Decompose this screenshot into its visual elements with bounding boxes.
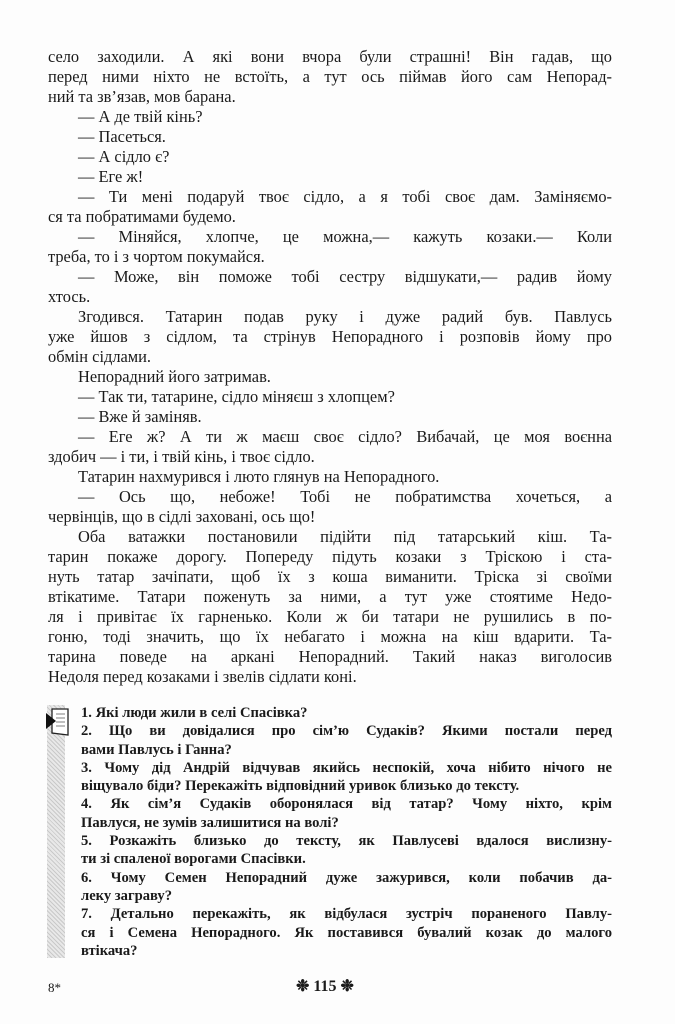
text-line: Татарин нахмурився і люто глянув на Непорадного. <box>78 467 440 486</box>
text-line: — Вже й заміняв. <box>78 407 202 426</box>
question-line: вами Павлусь і Ганна? <box>81 741 232 758</box>
text-line: — Міняйся, хлопче, це можна,— кажуть козаки.— Коли <box>78 227 612 246</box>
text-line: тарин покаже дорогу. Попереду підуть козаки з Тріскою і ста- <box>48 547 612 566</box>
text-line: перед ними ніхто не встоїть, а тут ось піймав його сам Непорад- <box>48 67 612 86</box>
question-line: ти зі спаленої ворогами Спасівки. <box>81 851 306 868</box>
text-line: Недоля перед козаками і звелів сідлати коні. <box>48 667 357 686</box>
text-line: здобич — і ти, і твій кінь, і твоє сідло. <box>48 447 315 466</box>
text-line: хтось. <box>48 287 91 306</box>
text-line: червінців, що в сідлі заховані, ось що! <box>48 507 316 526</box>
text-line: гоню, тоді значить, що їх небагато і можна на кіш вдарити. Та- <box>48 627 612 646</box>
text-line: — Еге ж! <box>78 167 144 186</box>
question-line: 4. Як сім’я Судаків оборонялася від татар? Чому ніхто, крім <box>81 796 612 813</box>
text-line: втікатиме. Татари поженуть за ними, а тут уже стоятиме Недо- <box>48 587 612 606</box>
questions-list <box>81 704 612 960</box>
question-line: Павлуся, не зумів залишитися на волі? <box>81 814 339 831</box>
question-line: 5. Розкажіть близько до тексту, як Павлусеві вдалося вислизну- <box>81 833 612 850</box>
question-line: 2. Що ви довідалися про сім’ю Судаків? Якими постали перед <box>81 723 612 740</box>
story-text <box>48 47 612 687</box>
text-line: тарина поведе на аркані Непорадний. Такий наказ виголосив <box>48 647 612 666</box>
text-line: — А де твій кінь? <box>78 107 203 126</box>
text-line: — Ти мені подаруй твоє сідло, а я тобі своє дам. Заміняємо- <box>78 187 612 206</box>
text-line: Непорадний його затримав. <box>78 367 271 386</box>
question-line: 3. Чому дід Андрій відчував якийсь неспокій, хоча нібито нічого не <box>81 759 612 776</box>
text-line: село заходили. А які вони вчора були страшні! Він гадав, що <box>48 47 612 66</box>
question-line: 1. Які люди жили в селі Спасівка? <box>81 705 308 721</box>
text-line: обмін сідлами. <box>48 347 152 366</box>
question-line: леку заграву? <box>81 887 172 904</box>
page-number: ❉ 115 ❉ <box>296 978 354 995</box>
text-line: — Може, він поможе тобі сестру відшукати,— радив йому <box>78 267 612 286</box>
question-line: віщувало біди? Перекажіть відповідний уривок близько до тексту. <box>81 778 520 795</box>
text-line: Оба ватажки постановили підійти під татарський кіш. Та- <box>78 527 612 546</box>
text-line: треба, то і з чортом покумайся. <box>48 247 265 266</box>
question-line: 7. Детально перекажіть, як відбулася зустріч пораненого Павлу- <box>81 906 612 923</box>
text-line: ля і привітає їх гарненько. Коли ж би татари не рушились в по- <box>48 607 612 626</box>
text-line: — А сідло є? <box>78 147 170 166</box>
text-line: ний та зв’язав, мов барана. <box>48 87 236 106</box>
text-line: нуть татар зачіпати, щоб їх з коша виманити. Тріска зі своїми <box>48 567 612 586</box>
signature-mark: 8* <box>48 980 61 995</box>
text-line: уже йшов з сідлом, та стрінув Непорадного і розповів йому про <box>48 327 612 346</box>
questions-side-bar <box>47 705 65 958</box>
text-line: Згодився. Татарин подав руку і дуже радий був. Павлусь <box>78 307 612 326</box>
questions-book-icon <box>46 707 72 737</box>
text-line: ся та побратимами будемо. <box>48 207 236 226</box>
text-line: — Так ти, татарине, сідло міняєш з хлопцем? <box>78 387 395 406</box>
question-line: ся і Семена Непорадного. Як поставився бувалий козак до малого <box>81 924 612 941</box>
text-line: — Ось що, небоже! Тобі не побратимства хочеться, а <box>78 487 612 506</box>
text-line: — Пасеться. <box>78 127 166 146</box>
question-line: 6. Чому Семен Непорадний дуже зажурився, коли побачив да- <box>81 869 612 886</box>
question-line: втікача? <box>81 942 138 959</box>
text-line: — Еге ж? А ти ж маєш своє сідло? Вибачай, це моя воєнна <box>78 427 612 446</box>
